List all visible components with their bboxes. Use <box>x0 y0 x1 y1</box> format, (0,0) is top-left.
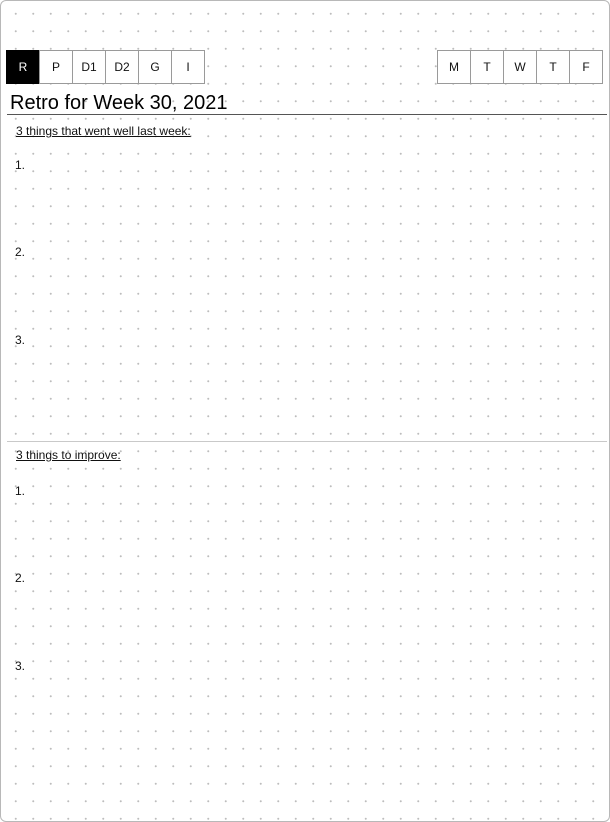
tab-d2[interactable]: D2 <box>105 50 139 84</box>
tab-monday[interactable]: M <box>437 50 471 84</box>
improve-item-3: 3. <box>15 659 26 673</box>
went-well-heading: 3 things that went well last week: <box>16 124 191 138</box>
section-tabs <box>6 50 204 84</box>
title-divider <box>7 114 607 115</box>
went-well-item-1: 1. <box>15 158 26 172</box>
page-title: Retro for Week 30, 2021 <box>10 92 228 114</box>
tab-p[interactable]: P <box>39 50 73 84</box>
section-divider <box>7 441 607 442</box>
tab-d1[interactable]: D1 <box>72 50 106 84</box>
tab-tuesday[interactable]: T <box>470 50 504 84</box>
tab-wednesday[interactable]: W <box>503 50 537 84</box>
went-well-item-2: 2. <box>15 245 26 259</box>
improve-item-2: 2. <box>15 571 26 585</box>
tab-g[interactable]: G <box>138 50 172 84</box>
tab-thursday[interactable]: T <box>536 50 570 84</box>
tab-i[interactable]: I <box>171 50 205 84</box>
tab-retro[interactable]: R <box>6 50 40 84</box>
improve-heading: 3 things to improve: <box>16 448 121 462</box>
went-well-item-3: 3. <box>15 333 26 347</box>
weekday-tabs <box>437 50 602 84</box>
improve-item-1: 1. <box>15 484 26 498</box>
tab-friday[interactable]: F <box>569 50 603 84</box>
